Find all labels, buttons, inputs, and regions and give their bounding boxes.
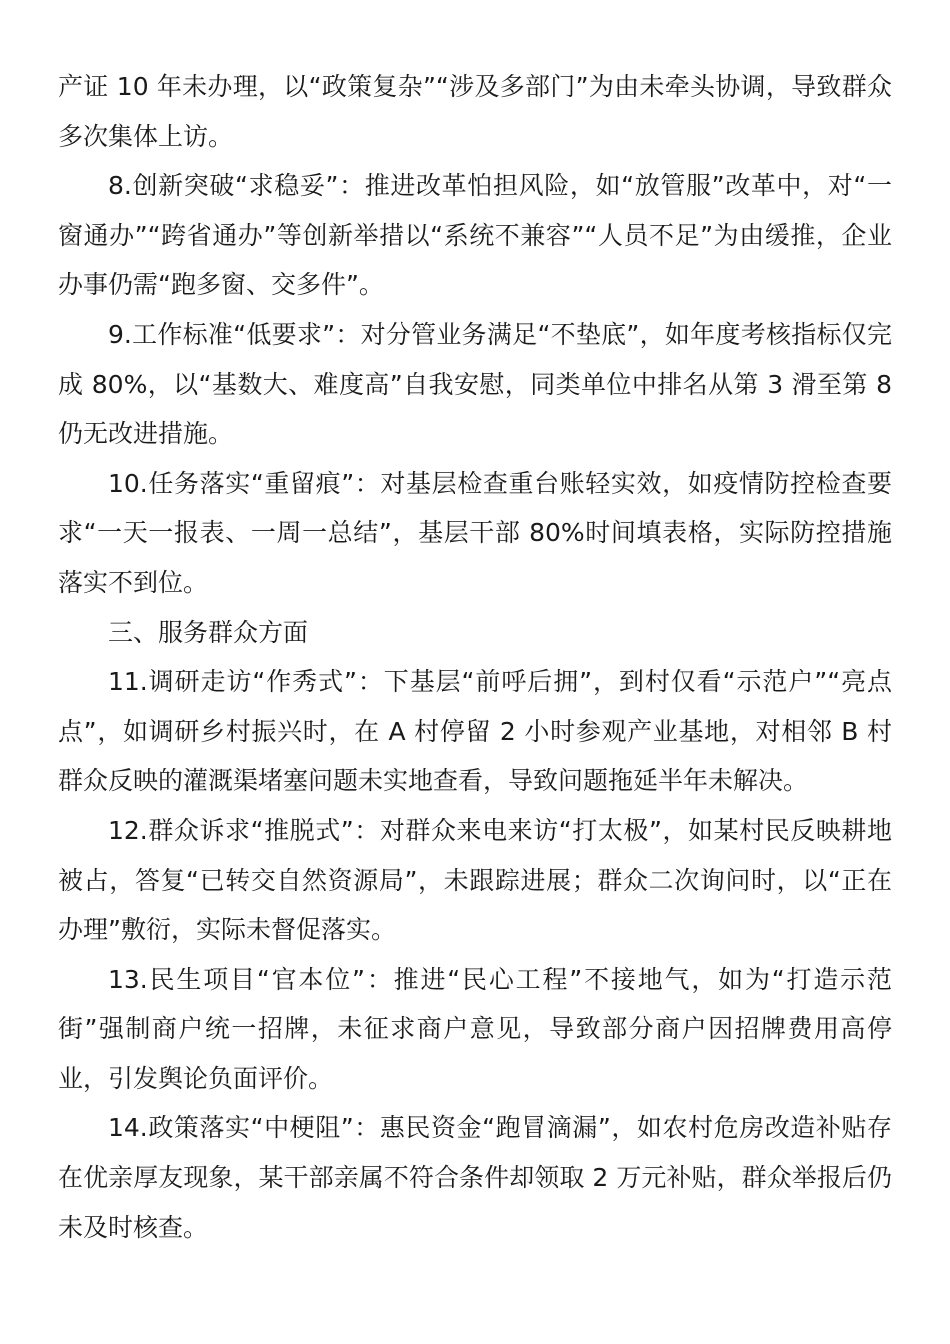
paragraph-item-9: 9.工作标准“低要求”：对分管业务满足“不垫底”，如年度考核指标仅完成 80%，以“基数大、难度高”自我安慰，同类单位中排名从第 3 滑至第 8 仍无改进措施。 [58,319,892,449]
paragraph-item-11: 11.调研走访“作秀式”：下基层“前呼后拥”，到村仅看“示范户”“亮点点”，如调研乡村振兴时，在 A 村停留 2 小时参观产业基地，对相邻 B 村群众反映的灌溉渠堵塞问题未实地查看，导致问题拖延半年未解决。 [58,667,892,796]
paragraph-item-10: 10.任务落实“重留痕”：对基层检查重台账轻实效，如疫情防控检查要求“一天一报表、一周一总结”，基层干部 80%时间填表格，实际防控措施落实不到位。 [58,468,892,597]
document-page [58,62,892,1252]
paragraph-item-8: 8.创新突破“求稳妥”：推进改革怕担风险，如“放管服”改革中，对“一窗通办”“跨省通办”等创新举措以“系统不兼容”“人员不足”为由缓推，企业办事仍需“跑多窗、交多件”。 [58,171,892,300]
paragraph-item-14: 14.政策落实“中梗阻”：惠民资金“跑冒滴漏”，如农村危房改造补贴存在优亲厚友现象，某干部亲属不符合条件却领取 2 万元补贴，群众举报后仍未及时核查。 [58,1113,892,1242]
paragraph-continuation: 产证 10 年未办理，以“政策复杂”“涉及多部门”为由未牵头协调，导致群众多次集体上访。 [58,72,892,151]
section-heading-service: 三、服务群众方面 [108,617,309,647]
paragraph-item-13: 13.民生项目“官本位”：推进“民心工程”不接地气，如为“打造示范街”强制商户统一招牌，未征求商户意见，导致部分商户因招牌费用高停业，引发舆论负面评价。 [58,964,892,1093]
paragraph-item-12: 12.群众诉求“推脱式”：对群众来电来访“打太极”，如某村民反映耕地被占，答复“已转交自然资源局”，未跟踪进展；群众二次询问时，以“正在办理”敷衍，实际未督促落实。 [58,815,892,945]
